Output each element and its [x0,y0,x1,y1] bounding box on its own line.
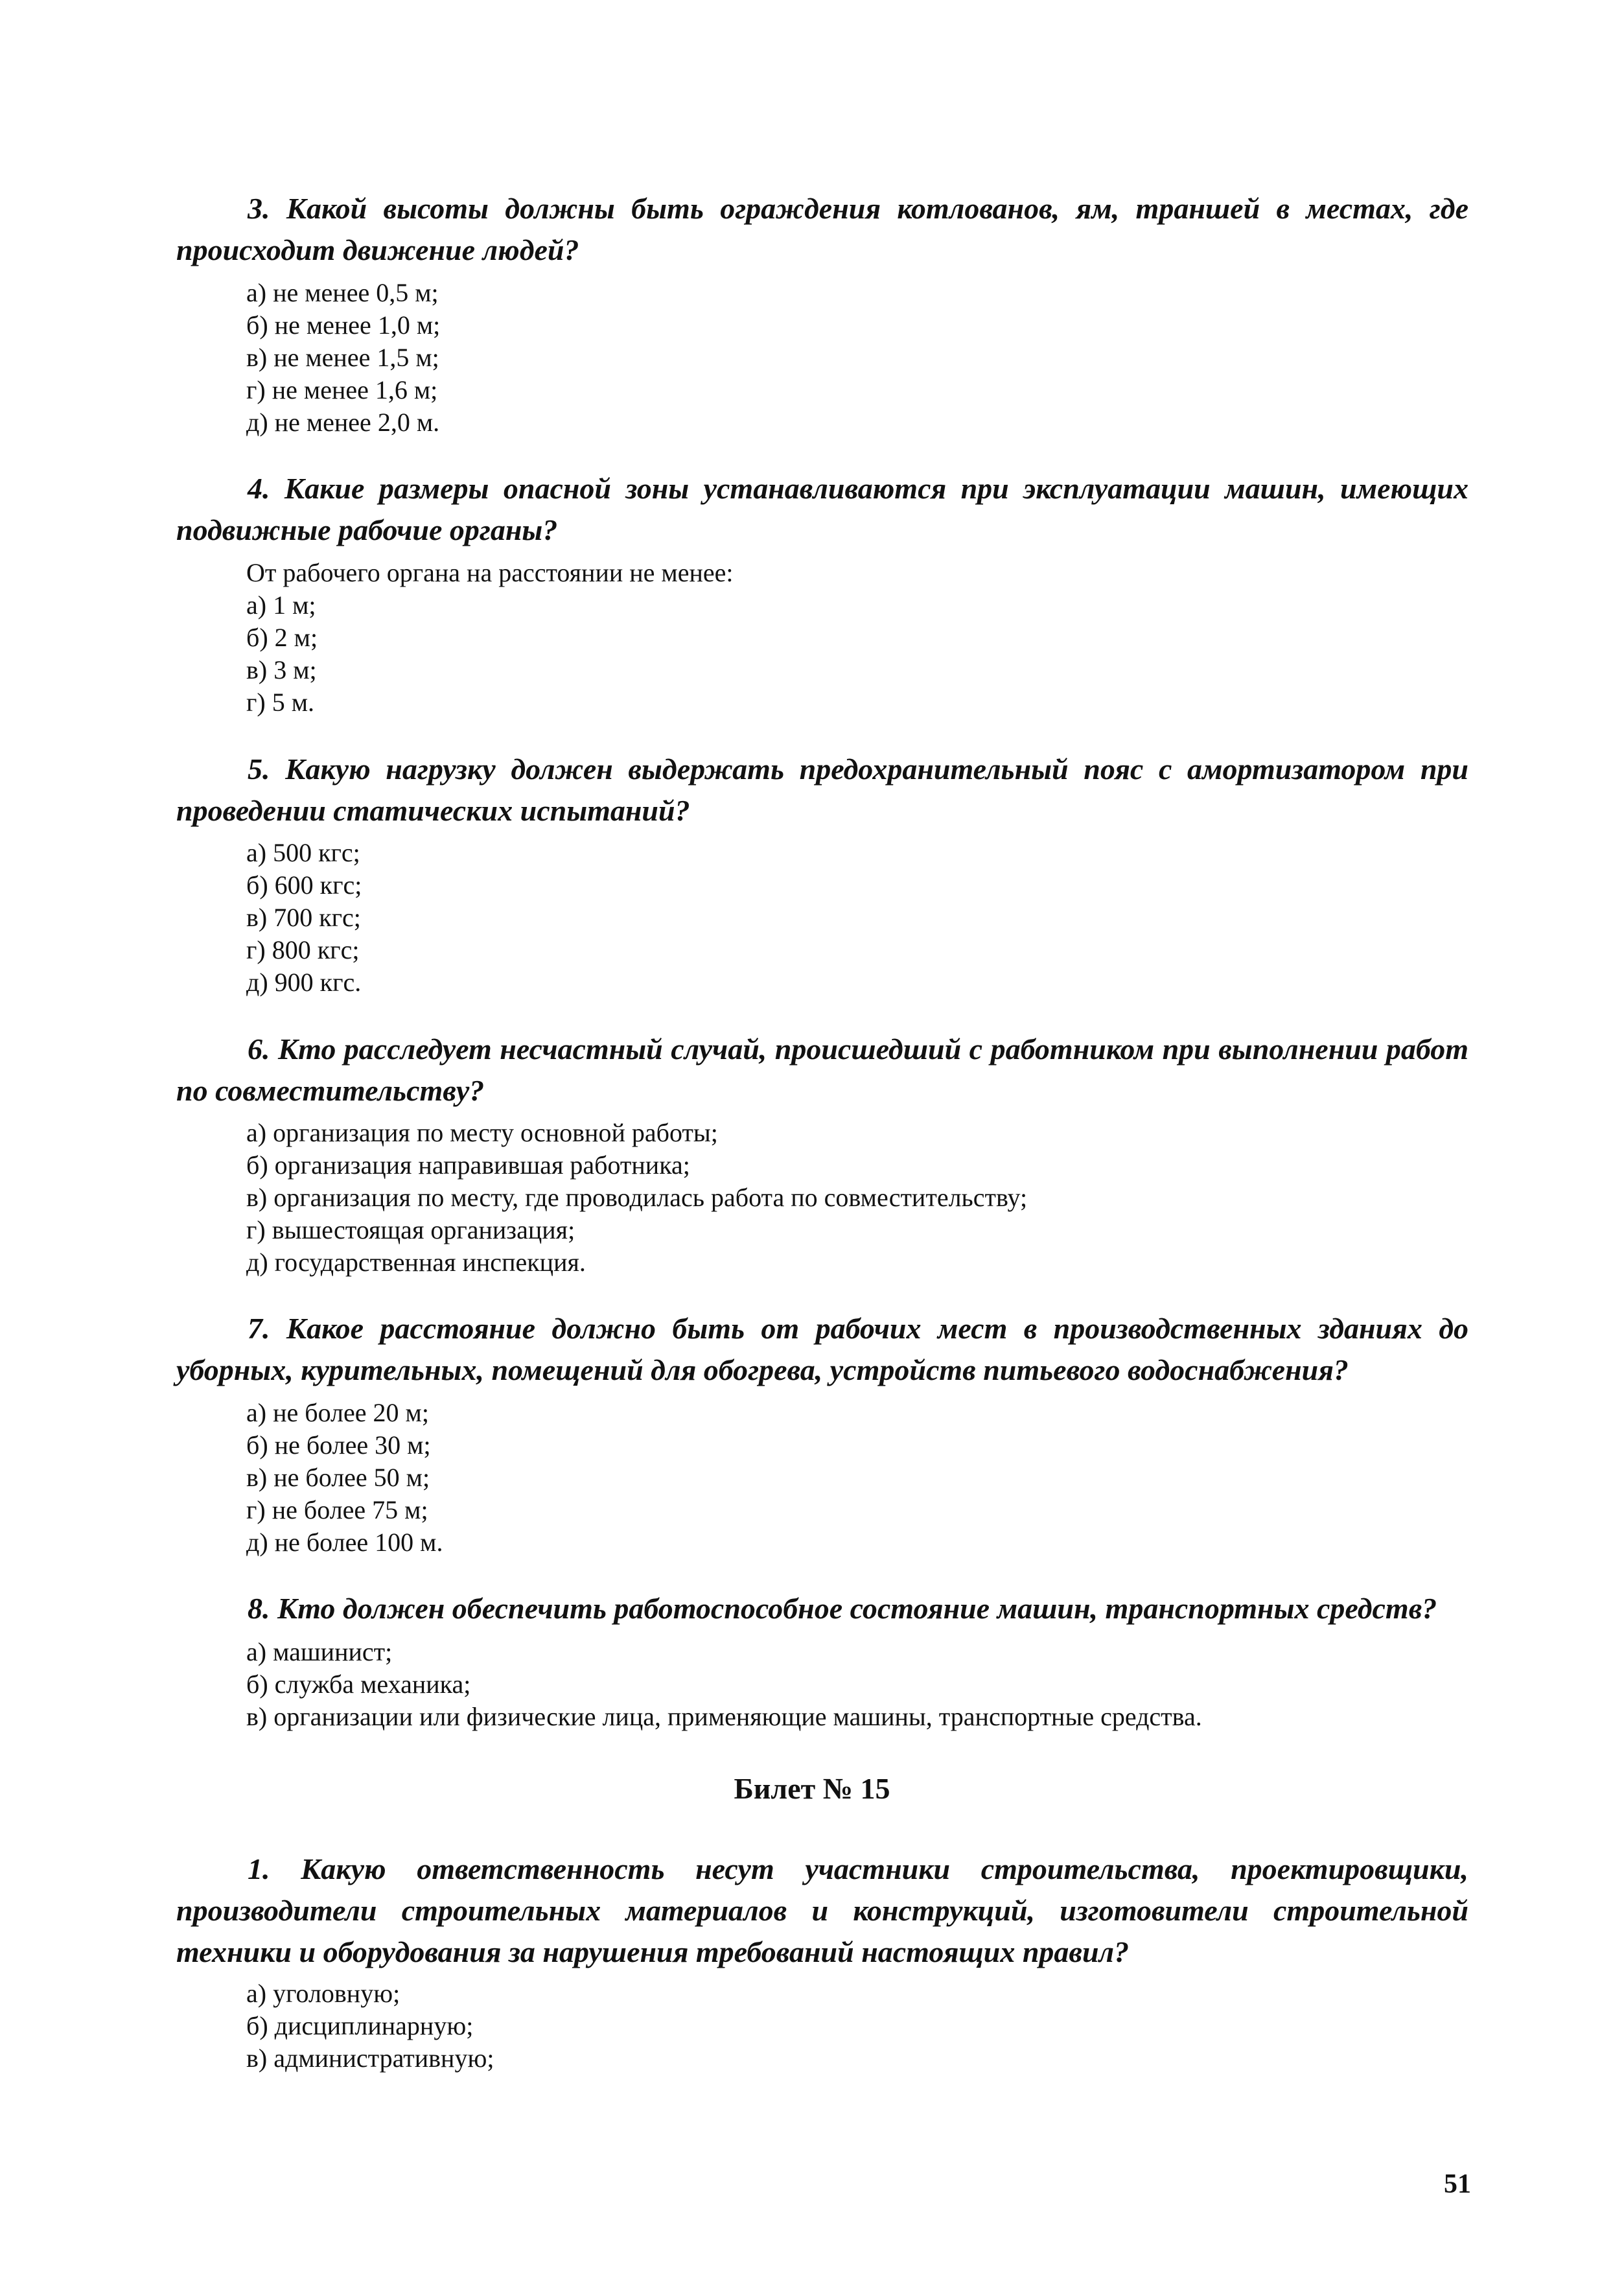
answer-option: в) не более 50 м; [246,1463,430,1492]
answer-option: д) 900 кгс. [246,968,362,997]
answer-option: в) 3 м; [246,655,317,684]
answer-option: г) не более 75 м; [246,1495,428,1524]
question-5 [176,749,1468,832]
answer-option: б) 2 м; [246,623,318,652]
answer-option: в) 700 кгс; [246,903,361,932]
answer-option: д) государственная инспекция. [246,1248,586,1277]
answer-option: а) машинист; [246,1637,393,1666]
question-3 [176,188,1468,271]
question-number: 6. [248,1032,270,1066]
answer-option: д) не менее 2,0 м. [246,408,440,437]
answer-option: б) дисциплинарную; [246,2011,474,2040]
answer-option: в) не менее 1,5 м; [246,343,439,372]
question-7 [176,1308,1468,1391]
answer-option: б) служба механика; [246,1670,471,1699]
answer-option: б) не менее 1,0 м; [246,310,441,340]
question-number: 8. [248,1592,270,1625]
page-number: 51 [1444,2169,1471,2199]
answer-option: г) 5 м. [246,688,315,717]
question-text: Какое расстояние должно быть от рабочих мест в производственных зданиях до уборных, курительных, помещений для обогрева, устройств питьевого водоснабжения? [176,1312,1469,1386]
question-text: Кто должен обеспечить работоспособное состояние машин, транспортных средств? [277,1592,1437,1625]
answer-option: г) не менее 1,6 м; [246,375,438,404]
question-8 [176,1588,1468,1629]
answer-option: б) 600 кгс; [246,870,362,900]
question-text: Какие размеры опасной зоны устанавливаются при эксплуатации машин, имеющих подвижные рабочие органы? [176,472,1468,546]
question-text: Какую ответственность несут участники строительства, проектировщики, производители строительных материалов и конструкций, изготовители строительной техники и оборудования за нарушения требований настоящих правил? [176,1852,1469,1968]
answer-option: в) организации или физические лица, применяющие машины, транспортные средства. [246,1702,1202,1731]
answer-option: в) организация по месту, где проводилась работа по совместительству; [246,1183,1028,1212]
answer-option: а) уголовную; [246,1979,400,2008]
answer-option: а) не более 20 м; [246,1398,429,1427]
question-6 [176,1029,1468,1112]
answer-option: д) не более 100 м. [246,1528,443,1557]
answer-option: б) не более 30 м; [246,1430,431,1460]
answer-intro: От рабочего органа на расстоянии не менее: [246,558,734,587]
ticket-heading: Билет № 15 [734,1772,890,1805]
answer-option: г) вышестоящая организация; [246,1215,575,1244]
answer-option: б) организация направившая работника; [246,1150,690,1180]
ticket-question-1 [176,1848,1468,1973]
answer-option: а) 500 кгс; [246,838,360,867]
question-4 [176,468,1468,551]
answer-option: г) 800 кгс; [246,935,360,964]
question-number: 5. [248,752,270,786]
question-number: 1. [248,1852,270,1885]
question-text: Кто расследует несчастный случай, происшедший с работником при выполнении работ по совместительству? [176,1032,1469,1107]
answer-option: в) административную; [246,2044,494,2073]
answer-option: а) 1 м; [246,590,316,620]
question-number: 7. [248,1312,270,1345]
question-number: 4. [248,472,270,505]
question-text: Какую нагрузку должен выдержать предохранительный пояс с амортизатором при проведении статических испытаний? [176,752,1469,827]
answer-option: а) не менее 0,5 м; [246,278,439,307]
question-text: Какой высоты должны быть ограждения котлованов, ям, траншей в местах, где происходит движение людей? [176,192,1468,266]
answer-option: а) организация по месту основной работы; [246,1118,718,1147]
question-number: 3. [248,192,270,225]
